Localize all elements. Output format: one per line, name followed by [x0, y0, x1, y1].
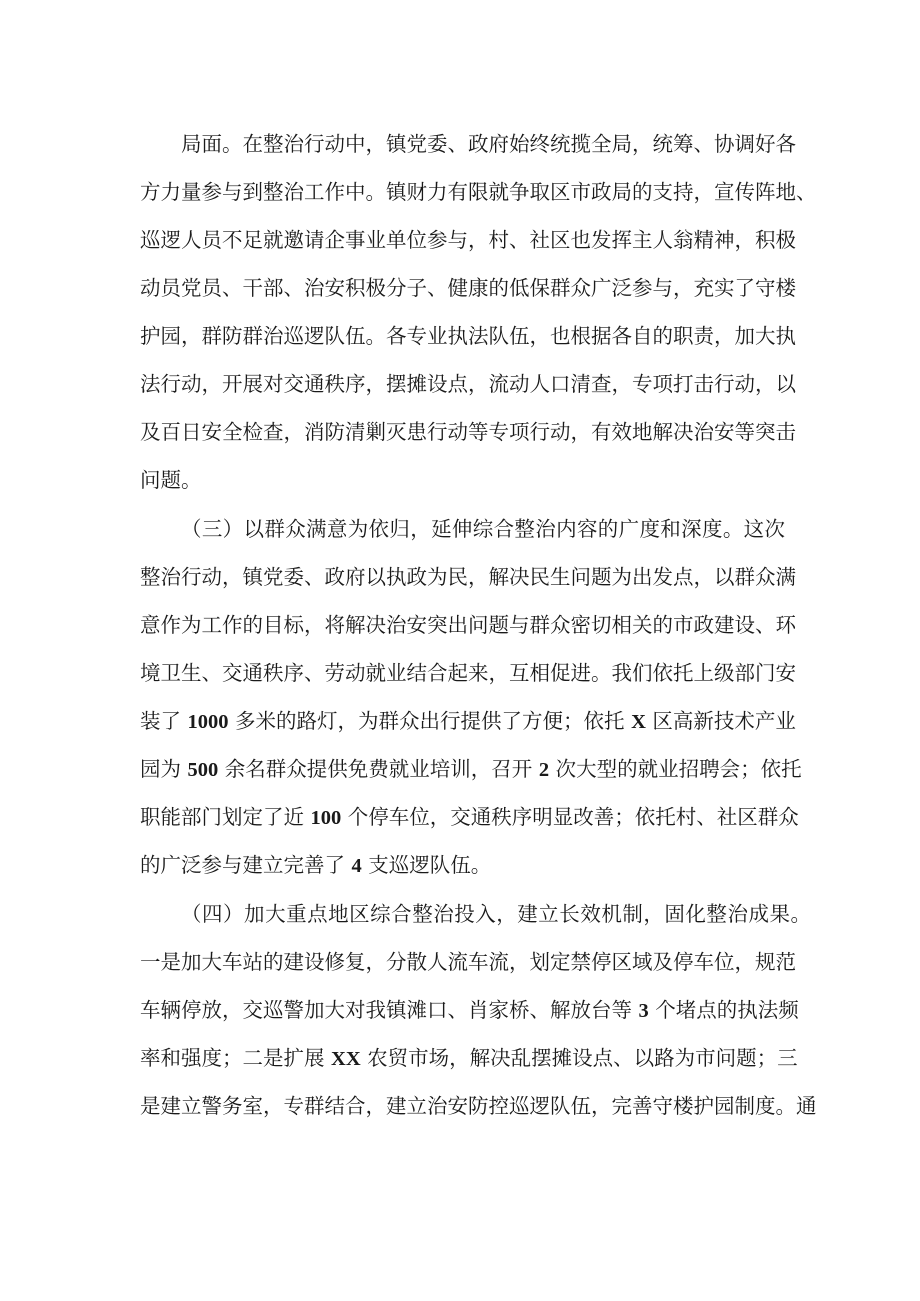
text-line: 方力量参与到整治工作中。镇财力有限就争取区市政局的支持，宣传阵地、	[140, 180, 817, 204]
text-line: 境卫生、交通秩序、劳动就业结合起来，互相促进。我们依托上级部门安	[140, 661, 796, 685]
text-line: 意作为工作的目标，将解决治安突出问题与群众密切相关的市政建设、环	[140, 613, 796, 637]
text-line: 巡逻人员不足就邀请企事业单位参与，村、社区也发挥主人翁精神，积极	[140, 228, 796, 252]
text-line: 护园，群防群治巡逻队伍。各专业执法队伍，也根据各自的职责，加大执	[140, 324, 796, 348]
text-line: 法行动，开展对交通秩序，摆摊设点，流动人口清查，专项打击行动，以	[140, 372, 796, 396]
section-heading-line: （四）加大重点地区综合整治投入，建立长效机制，固化整治成果。	[181, 902, 811, 926]
text-line: 装了 1000 多米的路灯，为群众出行提供了方便；依托 X 区高新技术产业	[140, 709, 796, 733]
text-line: 及百日安全检查，消防清剿灭患行动等专项行动，有效地解决治安等突击	[140, 420, 796, 444]
text-line: 一是加大车站的建设修复，分散人流车流，划定禁停区域及停车位，规范	[140, 950, 796, 974]
text-line: 问题。	[140, 468, 202, 492]
text-line: 的广泛参与建立完善了 4 支巡逻队伍。	[140, 853, 492, 877]
text-line: 园为 500 余名群众提供免费就业培训，召开 2 次大型的就业招聘会；依托	[140, 757, 802, 781]
text-line: 整治行动，镇党委、政府以执政为民，解决民生问题为出发点，以群众满	[140, 565, 796, 589]
text-line: 率和强度；二是扩展 XX 农贸市场，解决乱摆摊设点、以路为市问题；三	[140, 1046, 798, 1070]
section-heading-line: （三）以群众满意为依归，延伸综合整治内容的广度和深度。这次	[181, 517, 785, 541]
text-line: 职能部门划定了近 100 个停车位，交通秩序明显改善；依托村、社区群众	[140, 805, 799, 829]
text-line: 车辆停放，交巡警加大对我镇滩口、肖家桥、解放台等 3 个堵点的执法频	[140, 998, 799, 1022]
text-line: 是建立警务室，专群结合，建立治安防控巡逻队伍，完善守楼护园制度。通	[140, 1094, 817, 1118]
text-line: 动员党员、干部、治安积极分子、健康的低保群众广泛参与，充实了守楼	[140, 276, 796, 300]
text-line: 局面。在整治行动中，镇党委、政府始终统揽全局，统筹、协调好各	[181, 132, 796, 156]
